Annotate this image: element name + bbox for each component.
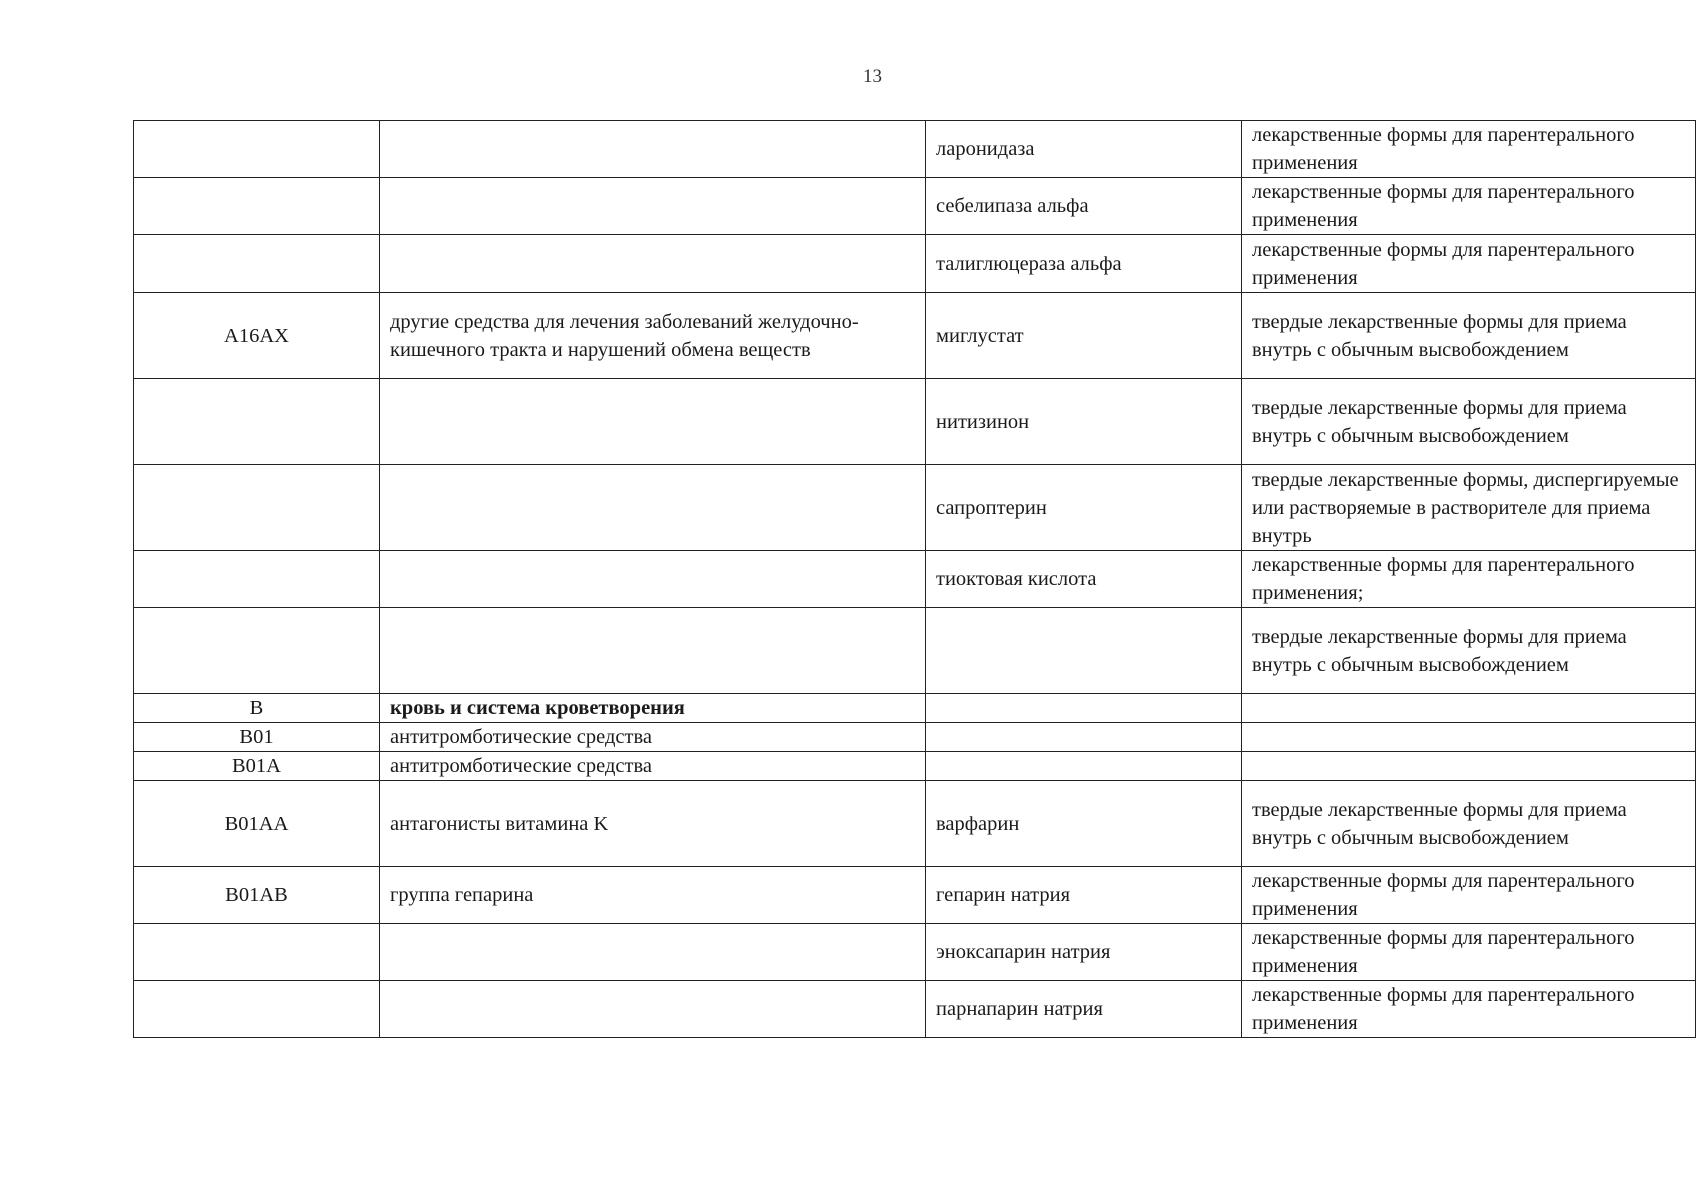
dosage-form-cell: лекарственные формы для парентерального применения; xyxy=(1242,551,1696,608)
table-row xyxy=(134,178,1696,235)
group-name-cell xyxy=(380,465,926,551)
drug-name-cell: ларонидаза xyxy=(926,121,1242,178)
drug-name-cell: себелипаза альфа xyxy=(926,178,1242,235)
group-name-cell xyxy=(380,924,926,981)
dosage-form-cell: лекарственные формы для парентерального применения xyxy=(1242,981,1696,1038)
atc-code-cell: B xyxy=(134,694,380,723)
atc-code-cell: B01 xyxy=(134,723,380,752)
drug-name-cell: варфарин xyxy=(926,781,1242,867)
table-row xyxy=(134,781,1696,867)
group-name-cell: антитромботические средства xyxy=(380,723,926,752)
dosage-form-cell: лекарственные формы для парентерального применения xyxy=(1242,867,1696,924)
atc-code-cell: B01AA xyxy=(134,781,380,867)
dosage-form-cell xyxy=(1242,723,1696,752)
table-body xyxy=(134,121,1696,1038)
atc-code-cell xyxy=(134,981,380,1038)
atc-code-cell xyxy=(134,379,380,465)
dosage-form-cell: лекарственные формы для парентерального применения xyxy=(1242,178,1696,235)
table-row xyxy=(134,465,1696,551)
atc-code-cell xyxy=(134,924,380,981)
group-name-cell xyxy=(380,981,926,1038)
drug-name-cell: миглустат xyxy=(926,293,1242,379)
drug-name-cell: талиглюцераза альфа xyxy=(926,235,1242,293)
drug-name-cell: эноксапарин натрия xyxy=(926,924,1242,981)
table-row xyxy=(134,981,1696,1038)
table-row xyxy=(134,608,1696,694)
drug-name-cell: гепарин натрия xyxy=(926,867,1242,924)
group-name-cell: антагонисты витамина K xyxy=(380,781,926,867)
table-row xyxy=(134,121,1696,178)
group-name-cell: кровь и система кроветворения xyxy=(380,694,926,723)
drug-name-cell xyxy=(926,608,1242,694)
dosage-form-cell: твердые лекарственные формы для приема внутрь с обычным высвобождением xyxy=(1242,379,1696,465)
drug-name-cell xyxy=(926,694,1242,723)
table-row xyxy=(134,867,1696,924)
table-row xyxy=(134,723,1696,752)
group-name-cell xyxy=(380,235,926,293)
atc-code-cell: B01AB xyxy=(134,867,380,924)
group-name-cell xyxy=(380,121,926,178)
drug-name-cell xyxy=(926,723,1242,752)
group-name-cell: антитромботические средства xyxy=(380,752,926,781)
dosage-form-cell xyxy=(1242,752,1696,781)
table-row xyxy=(134,551,1696,608)
group-name-cell xyxy=(380,379,926,465)
group-name-cell: группа гепарина xyxy=(380,867,926,924)
drug-name-cell xyxy=(926,752,1242,781)
dosage-form-cell xyxy=(1242,694,1696,723)
atc-code-cell xyxy=(134,608,380,694)
page-number: 13 xyxy=(863,66,882,87)
dosage-form-cell: лекарственные формы для парентерального применения xyxy=(1242,235,1696,293)
table-row xyxy=(134,293,1696,379)
dosage-form-cell: лекарственные формы для парентерального применения xyxy=(1242,924,1696,981)
atc-code-cell: A16AX xyxy=(134,293,380,379)
table-row xyxy=(134,752,1696,781)
drug-list-table xyxy=(133,120,1696,1038)
dosage-form-cell: твердые лекарственные формы для приема внутрь с обычным высвобождением xyxy=(1242,781,1696,867)
group-name-cell xyxy=(380,178,926,235)
table-row xyxy=(134,694,1696,723)
group-name-cell xyxy=(380,608,926,694)
group-name-cell: другие средства для лечения заболеваний желудочно-кишечного тракта и нарушений обмена веществ xyxy=(380,293,926,379)
drug-name-cell: парнапарин натрия xyxy=(926,981,1242,1038)
atc-code-cell xyxy=(134,178,380,235)
table-row xyxy=(134,235,1696,293)
dosage-form-cell: твердые лекарственные формы для приема внутрь с обычным высвобождением xyxy=(1242,293,1696,379)
drug-name-cell: нитизинон xyxy=(926,379,1242,465)
atc-code-cell xyxy=(134,551,380,608)
dosage-form-cell: твердые лекарственные формы, диспергируемые или растворяемые в растворителе для приема внутрь xyxy=(1242,465,1696,551)
atc-code-cell xyxy=(134,235,380,293)
drug-name-cell: сапроптерин xyxy=(926,465,1242,551)
drug-name-cell: тиоктовая кислота xyxy=(926,551,1242,608)
atc-code-cell: B01A xyxy=(134,752,380,781)
table-row xyxy=(134,924,1696,981)
dosage-form-cell: лекарственные формы для парентерального применения xyxy=(1242,121,1696,178)
dosage-form-cell: твердые лекарственные формы для приема внутрь с обычным высвобождением xyxy=(1242,608,1696,694)
atc-code-cell xyxy=(134,465,380,551)
table-row xyxy=(134,379,1696,465)
atc-code-cell xyxy=(134,121,380,178)
group-name-cell xyxy=(380,551,926,608)
